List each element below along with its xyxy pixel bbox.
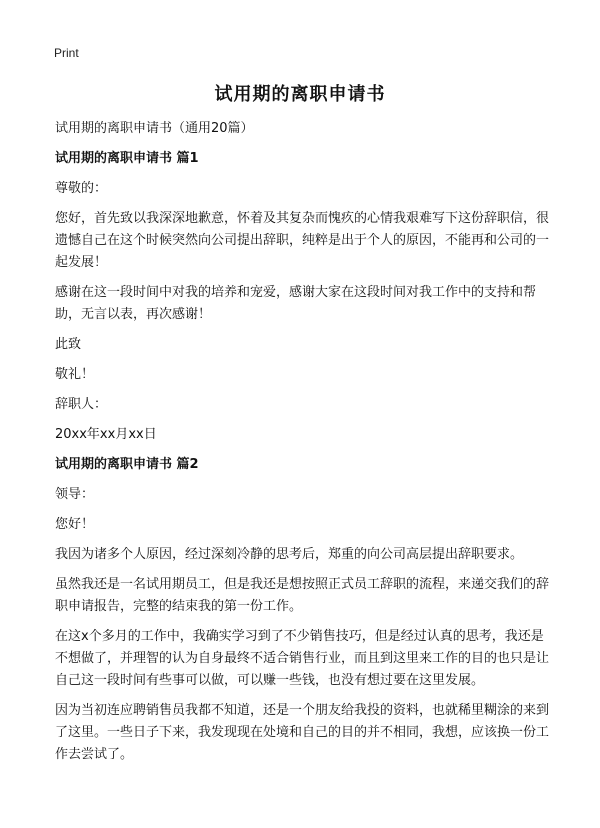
paragraph: 辞职人：	[55, 397, 108, 412]
paragraph: 您好，首先致以我深深地歉意，怀着及其复杂而愧疚的心情我艰难写下这份辞职信，很遗憾自己在这个时候突然向公司提出辞职，纯粹是出于个人的原因，不能再和公司的一起发展！	[55, 211, 550, 270]
paragraph: 领导：	[55, 487, 95, 502]
paragraph: 我因为诸多个人原因，经过深刻冷静的思考后，郑重的向公司高层提出辞职要求。	[55, 547, 524, 562]
paragraph: 敬礼！	[55, 367, 95, 382]
section-heading-1: 试用期的离职申请书 篇1	[55, 151, 199, 166]
paragraph: 因为当初连应聘销售员我都不知道，还是一个朋友给我投的资料，也就稀里糊涂的来到了这里。一些日子下来，我发现现在处境和自己的目的并不相同，我想，应该换一份工作去尝试了。	[55, 703, 550, 762]
paragraph: 感谢在这一段时间中对我的培养和宠爱，感谢大家在这段时间对我工作中的支持和帮助，无言以表，再次感谢！	[55, 285, 537, 322]
paragraph: 20xx年xx月xx日	[55, 427, 157, 442]
document-subtitle: 试用期的离职申请书（通用20篇）	[55, 121, 254, 136]
paragraph: 在这x个多月的工作中，我确实学习到了不少销售技巧，但是经过认真的思考，我还是不想做了，并理智的认为自身最终不适合销售行业，而且到这里来工作的目的也只是让自己这一段时间有些事可以做，可以赚一些钱，也没有想过要在这里发展。	[55, 629, 550, 688]
document-title: 试用期的离职申请书	[214, 84, 386, 105]
paragraph: 尊敬的：	[55, 181, 108, 196]
document-content	[55, 118, 555, 774]
paragraph: 您好！	[55, 517, 95, 532]
print-link[interactable]: Print	[54, 46, 79, 60]
paragraph: 虽然我还是一名试用期员工，但是我还是想按照正式员工辞职的流程，来递交我们的辞职申请报告，完整的结束我的第一份工作。	[55, 577, 550, 614]
section-heading-2: 试用期的离职申请书 篇2	[55, 457, 199, 472]
paragraph: 此致	[55, 337, 82, 352]
